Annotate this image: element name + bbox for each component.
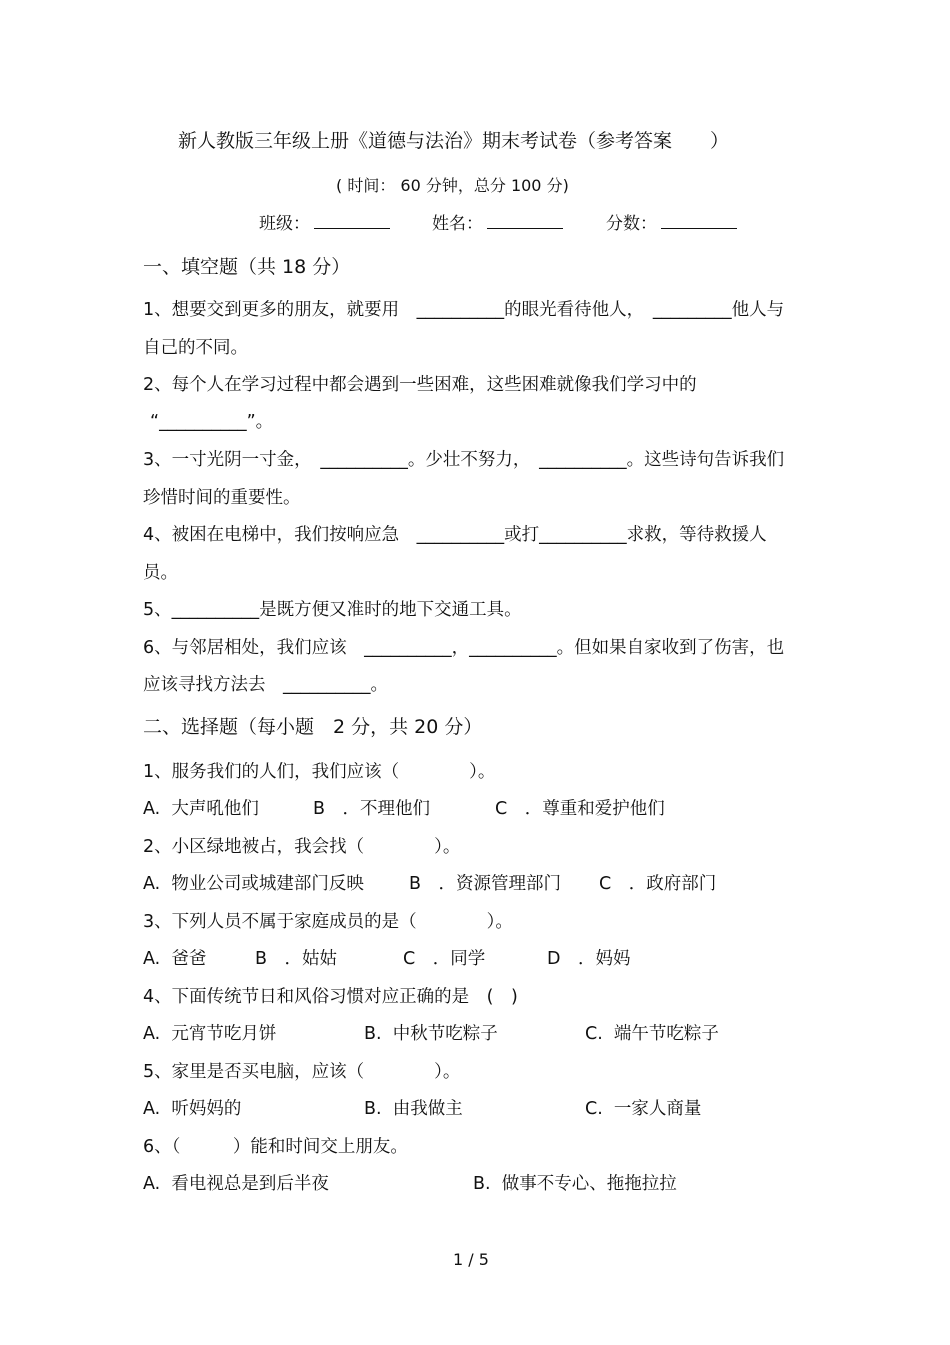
section-heading-fill: 一、填空题（共 18 分）	[143, 256, 351, 278]
option-c[interactable]: C ．尊重和爱护他们	[495, 799, 665, 819]
option-a[interactable]: A. 物业公司或城建部门反映	[143, 874, 364, 894]
question-text: “__________”。	[150, 412, 274, 432]
name-blank[interactable]	[487, 212, 563, 229]
class-blank[interactable]	[314, 212, 390, 229]
option-b[interactable]: B. 由我做主	[364, 1099, 463, 1119]
page-number: 1 / 5	[453, 1250, 489, 1269]
option-b[interactable]: B. 做事不专心、拖拖拉拉	[473, 1174, 677, 1194]
option-d[interactable]: D ．妈妈	[547, 949, 631, 969]
question-text: 2、小区绿地被占，我会找（ ）。	[143, 837, 461, 857]
option-c[interactable]: C. 一家人商量	[585, 1099, 702, 1119]
question-text: 自己的不同。	[143, 338, 248, 358]
name-label: 姓名：	[432, 214, 483, 234]
score-blank[interactable]	[661, 212, 737, 229]
question-text: 4、下面传统节日和风俗习惯对应正确的是 ( )	[143, 987, 518, 1007]
option-a[interactable]: A. 大声吼他们	[143, 799, 259, 819]
question-text: 5、家里是否买电脑，应该（ ）。	[143, 1062, 461, 1082]
option-c[interactable]: C ．同学	[403, 949, 486, 969]
option-a[interactable]: A. 看电视总是到后半夜	[143, 1174, 329, 1194]
option-b[interactable]: B ．资源管理部门	[409, 874, 562, 894]
score-field	[606, 212, 737, 235]
option-b[interactable]: B. 中秋节吃粽子	[364, 1024, 498, 1044]
section-heading-choice: 二、选择题（每小题 2 分，共 20 分）	[143, 716, 483, 738]
question-text: 珍惜时间的重要性。	[143, 488, 301, 508]
class-field	[259, 212, 390, 235]
class-label: 班级：	[259, 214, 310, 234]
name-field	[432, 212, 563, 235]
question-text: 2、每个人在学习过程中都会遇到一些困难，这些困难就像我们学习中的	[143, 375, 697, 395]
option-a[interactable]: A. 听妈妈的	[143, 1099, 242, 1119]
page-title: 新人教版三年级上册《道德与法治》期末考试卷（参考答案 ）	[178, 130, 730, 152]
question-text: 应该寻找方法去 __________。	[143, 675, 388, 695]
exam-subtitle: ( 时间： 60 分钟，总分 100 分)	[336, 176, 569, 195]
option-c[interactable]: C. 端午节吃粽子	[585, 1024, 719, 1044]
question-text: 6、（ ）能和时间交上朋友。	[143, 1137, 408, 1157]
option-b[interactable]: B ．姑姑	[255, 949, 338, 969]
option-c[interactable]: C ．政府部门	[599, 874, 717, 894]
option-a[interactable]: A. 元宵节吃月饼	[143, 1024, 277, 1044]
question-text: 1、服务我们的人们，我们应该（ ）。	[143, 762, 496, 782]
score-label: 分数：	[606, 214, 657, 234]
question-text: 3、下列人员不属于家庭成员的是（ ）。	[143, 912, 513, 932]
question-text: 1、想要交到更多的朋友，就要用 __________的眼光看待他人， _________他人与	[143, 300, 785, 320]
question-text: 3、一寸光阴一寸金， __________。少壮不努力， __________。这些诗句告诉我们	[143, 450, 785, 470]
option-a[interactable]: A. 爸爸	[143, 949, 207, 969]
option-b[interactable]: B ．不理他们	[313, 799, 431, 819]
question-text: 5、__________是既方便又准时的地下交通工具。	[143, 600, 522, 620]
question-text: 员。	[143, 563, 178, 583]
question-text: 4、被困在电梯中，我们按响应急 __________或打__________求救，等待救援人	[143, 525, 767, 545]
question-text: 6、与邻居相处，我们应该 __________，__________。但如果自家收到了伤害，也	[143, 638, 785, 658]
